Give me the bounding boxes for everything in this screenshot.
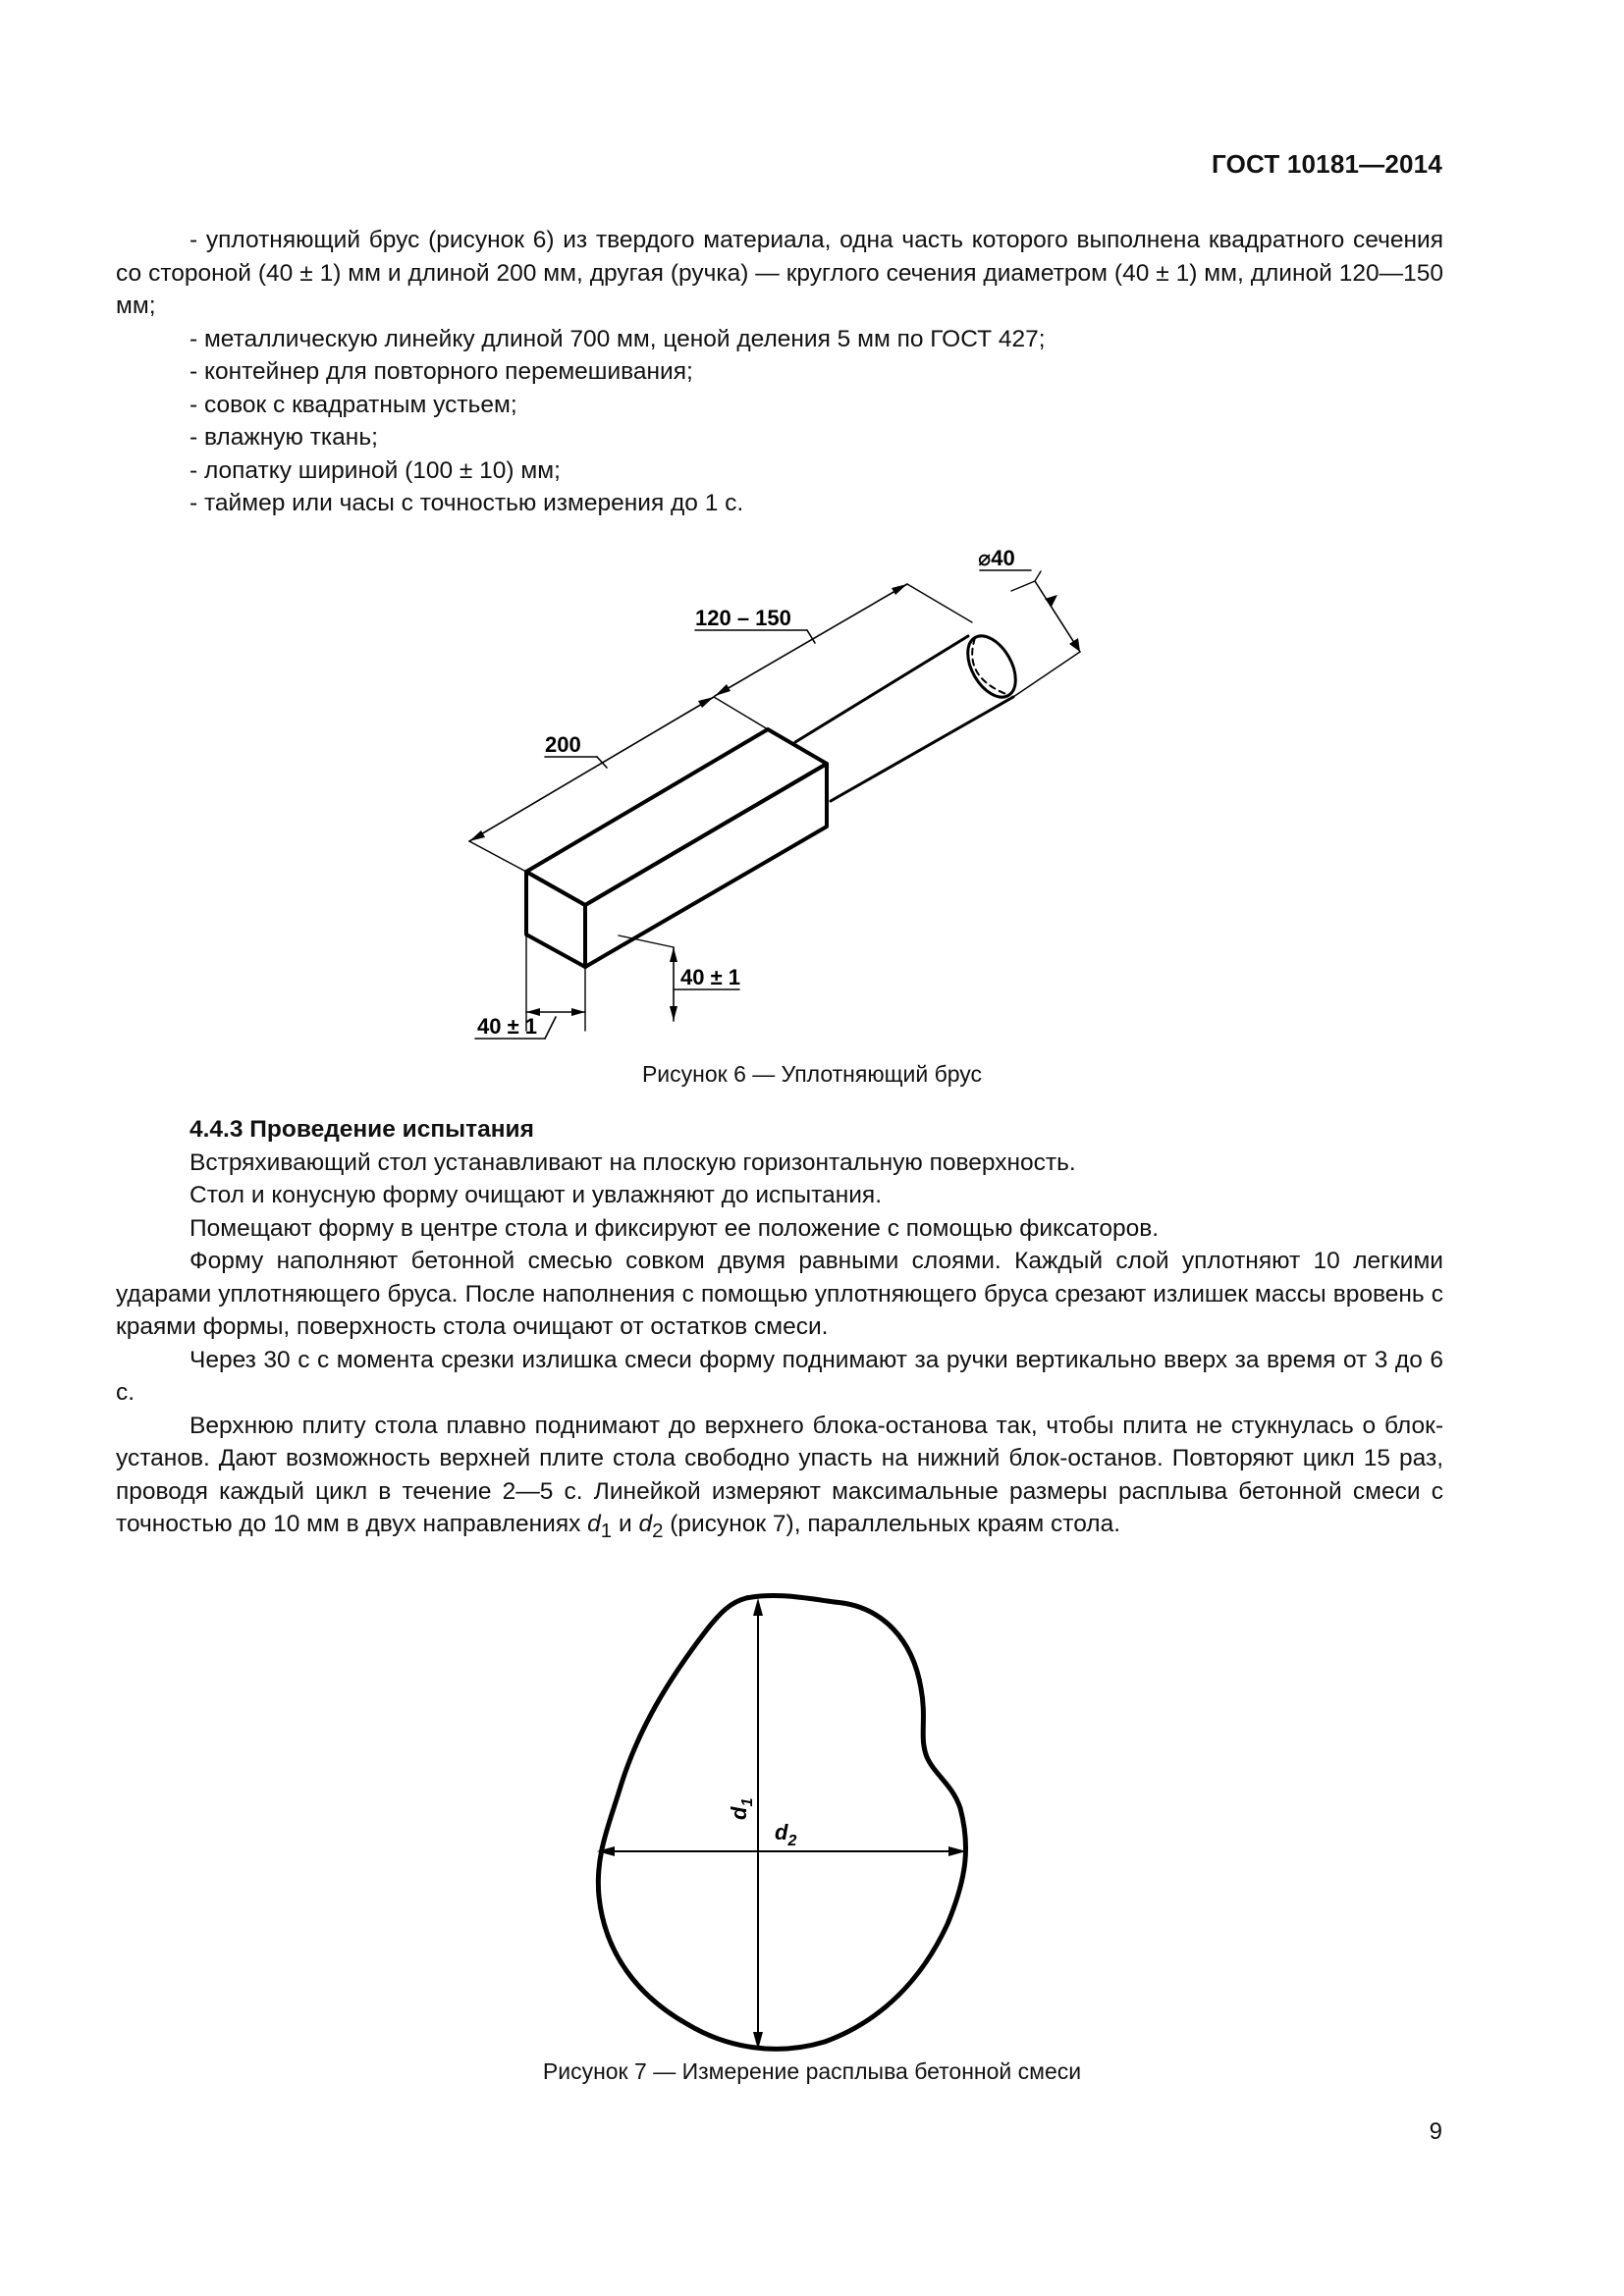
section-4-4-3 (116, 1113, 1443, 1548)
conjunction: и (612, 1511, 639, 1537)
d1-label-base: d (727, 1806, 751, 1820)
list-item: - влажную ткань; (189, 424, 378, 451)
paragraph (116, 1410, 1443, 1549)
list-item: - уплотняющий брус (рисунок 6) из твердого материала, одна часть которого выполнена квадратного сечения со стороной (40 ± 1) мм и длиной 200 мм, другая (ручка) — круглого сечения диаметром (40 ± 1) мм, длиной 120—150 мм; (116, 227, 1443, 319)
paragraph: Помещают форму в центре стола и фиксируют ее положение с помощью фиксаторов. (189, 1214, 1160, 1242)
subscript: 1 (600, 1520, 613, 1542)
height-dimension-label: 40 ± 1 (680, 965, 741, 989)
paragraph: Через 30 с с момента срезки излишка смеси форму поднимают за ручки вертикально вверх за время от 3 до 6 с. (116, 1346, 1443, 1406)
d-symbol: d (638, 1511, 653, 1537)
figure-6-caption: Рисунок 6 — Уплотняющий брус (641, 1061, 983, 1087)
d2-label-base: d (775, 1820, 788, 1844)
width-dimension-label: 40 ± 1 (477, 1014, 538, 1039)
document-code-header: ГОСТ 10181—2014 (1212, 149, 1442, 179)
d1-label (727, 1798, 756, 1820)
paragraph: Форму наполняют бетонной смесью совком двумя равными слоями. Каждый слой уплотняют 10 легкими ударами уплотняющего бруса. После наполнения с помощью уплотняющего бруса срезают излишек массы вровень с краями формы, поверхность стола очищают от остатков смеси. (116, 1248, 1443, 1340)
list-item: - таймер или часы с точностью измерения до 1 с. (189, 490, 744, 516)
list-item: - металлическую линейку длиной 700 мм, ценой деления 5 мм по ГОСТ 427; (189, 325, 1046, 352)
paragraph: Встряхивающий стол устанавливают на плоскую горизонтальную поверхность. (189, 1148, 1076, 1176)
figure-7-caption: Рисунок 7 — Измерение расплыва бетонной смеси (542, 2058, 1082, 2084)
d-symbol: d (587, 1511, 601, 1537)
bar-length-dimension-label: 200 (545, 732, 581, 757)
list-item: - лопатку шириной (100 ± 10) мм; (189, 456, 561, 484)
paragraph-text: (рисунок 7), параллельных краям стола. (663, 1511, 1121, 1537)
subscript: 2 (652, 1520, 664, 1542)
d2-label (775, 1820, 796, 1849)
page-number: 9 (1429, 2118, 1442, 2145)
equipment-list (116, 224, 1443, 520)
spread-measurement-drawing (0, 1571, 1624, 2061)
diameter-dimension-label: ⌀40 (978, 546, 1015, 570)
d1-label-sub: 1 (739, 1797, 756, 1807)
d2-label-sub: 2 (787, 1833, 797, 1849)
compacting-bar-drawing (0, 520, 1624, 1070)
paragraph-text: Верхнюю плиту стола плавно поднимают до верхнего блока-останова так, чтобы плита не стукнулась о блок-установ. Дают возможность верхней плите стола свободно упасть на нижний блок-останов. Повторяют цикл 15 раз, проводя каждый цикл в течение 2—5 с. Линейкой измеряют максимальные размеры расплыва бетонной смеси с точностью до 10 мм в двух направлениях (116, 1412, 1443, 1537)
list-item: - совок с квадратным устьем; (189, 391, 517, 418)
handle-length-dimension-label: 120 – 150 (695, 606, 791, 630)
paragraph: Стол и конусную форму очищают и увлажняют до испытания. (189, 1182, 882, 1208)
list-item: - контейнер для повторного перемешивания; (189, 358, 693, 385)
section-heading: 4.4.3 Проведение испытания (189, 1116, 534, 1143)
